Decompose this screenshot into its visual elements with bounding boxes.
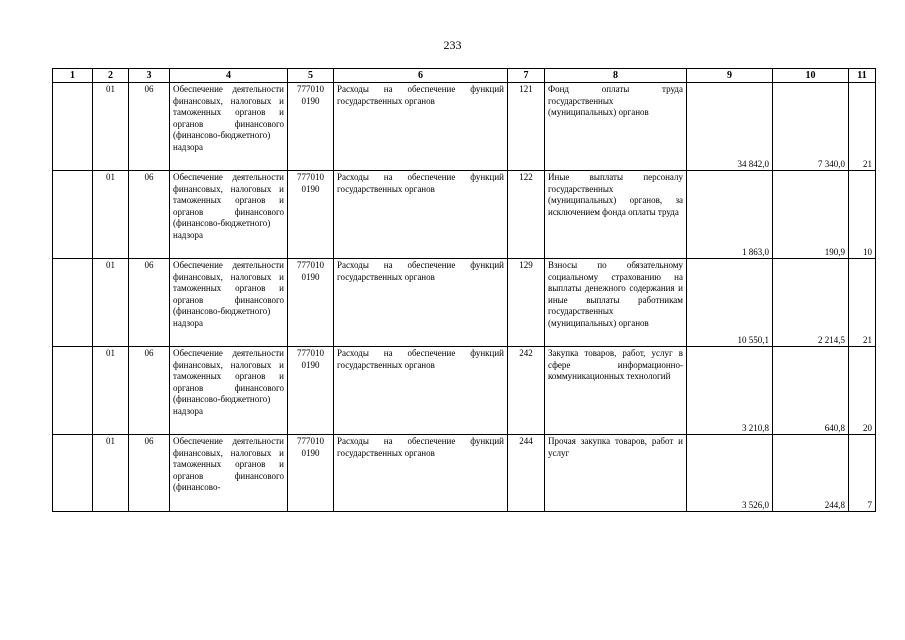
cell-amount-actual: 640,8	[773, 347, 849, 435]
target-code-part-1: 777010	[297, 436, 324, 446]
cell-target-code	[288, 171, 334, 259]
cell-expense-name: Прочая закупка товаров, работ и услуг	[545, 435, 687, 512]
header-col-5: 5	[288, 69, 334, 83]
cell-expense-type: 122	[508, 171, 545, 259]
header-col-6: 6	[334, 69, 508, 83]
cell-expense-type: 242	[508, 347, 545, 435]
cell-amount-plan: 10 550,1	[687, 259, 773, 347]
cell-expense-name: Иные выплаты персоналу государственных (муниципальных) органов, за исключением фонда оплаты труда	[545, 171, 687, 259]
cell-section-name: Обеспечение деятельности финансовых, налоговых и таможенных органов и органов финансового (финансово-бюджетного) надзора	[170, 83, 288, 171]
page-number: 233	[443, 38, 462, 52]
header-col-7: 7	[508, 69, 545, 83]
cell-col-1	[53, 435, 93, 512]
cell-expense-name: Взносы по обязательному социальному страхованию на выплаты денежного содержания и иные выплаты работникам государственных (муниципальных) органов	[545, 259, 687, 347]
table-row	[53, 435, 876, 512]
cell-col-1	[53, 83, 93, 171]
cell-section-name: Обеспечение деятельности финансовых, налоговых и таможенных органов и органов финансового (финансово-	[170, 435, 288, 512]
target-code-part-1: 777010	[297, 348, 324, 358]
header-col-11: 11	[849, 69, 876, 83]
cell-target-code	[288, 435, 334, 512]
table-row	[53, 259, 876, 347]
target-code-part-2: 0190	[301, 183, 320, 194]
target-code-part-2: 0190	[301, 447, 320, 458]
cell-percent: 21	[849, 83, 876, 171]
cell-section: 01	[93, 83, 129, 171]
cell-amount-actual: 2 214,5	[773, 259, 849, 347]
cell-article-name: Расходы на обеспечение функций государственных органов	[334, 347, 508, 435]
cell-amount-plan: 3 526,0	[687, 435, 773, 512]
budget-table	[52, 68, 876, 512]
cell-subsection: 06	[129, 347, 170, 435]
cell-target-code	[288, 347, 334, 435]
header-col-2: 2	[93, 69, 129, 83]
cell-section: 01	[93, 347, 129, 435]
header-col-10: 10	[773, 69, 849, 83]
cell-target-code	[288, 259, 334, 347]
target-code-part-2: 0190	[301, 271, 320, 282]
cell-expense-type: 121	[508, 83, 545, 171]
target-code-part-2: 0190	[301, 359, 320, 370]
cell-expense-name: Закупка товаров, работ, услуг в сфере информационно-коммуникационных технологий	[545, 347, 687, 435]
cell-amount-plan: 1 863,0	[687, 171, 773, 259]
cell-article-name: Расходы на обеспечение функций государственных органов	[334, 259, 508, 347]
cell-subsection: 06	[129, 435, 170, 512]
cell-amount-plan: 3 210,8	[687, 347, 773, 435]
target-code-part-1: 777010	[297, 260, 324, 270]
cell-section-name: Обеспечение деятельности финансовых, налоговых и таможенных органов и органов финансового (финансово-бюджетного) надзора	[170, 347, 288, 435]
target-code-part-1: 777010	[297, 172, 324, 182]
cell-subsection: 06	[129, 83, 170, 171]
cell-col-1	[53, 171, 93, 259]
cell-expense-type: 129	[508, 259, 545, 347]
table-row	[53, 83, 876, 171]
cell-col-1	[53, 347, 93, 435]
header-col-4: 4	[170, 69, 288, 83]
cell-section-name: Обеспечение деятельности финансовых, налоговых и таможенных органов и органов финансового (финансово-бюджетного) надзора	[170, 171, 288, 259]
cell-expense-name: Фонд оплаты труда государственных (муниципальных) органов	[545, 83, 687, 171]
table-row	[53, 347, 876, 435]
cell-expense-type: 244	[508, 435, 545, 512]
cell-percent: 7	[849, 435, 876, 512]
cell-amount-plan: 34 842,0	[687, 83, 773, 171]
cell-amount-actual: 244,8	[773, 435, 849, 512]
cell-section-name: Обеспечение деятельности финансовых, налоговых и таможенных органов и органов финансового (финансово-бюджетного) надзора	[170, 259, 288, 347]
table-row	[53, 171, 876, 259]
cell-percent: 10	[849, 171, 876, 259]
cell-section: 01	[93, 171, 129, 259]
header-col-3: 3	[129, 69, 170, 83]
cell-amount-actual: 7 340,0	[773, 83, 849, 171]
cell-article-name: Расходы на обеспечение функций государственных органов	[334, 83, 508, 171]
header-row	[53, 69, 876, 83]
header-col-1: 1	[53, 69, 93, 83]
cell-section: 01	[93, 259, 129, 347]
cell-subsection: 06	[129, 259, 170, 347]
cell-col-1	[53, 259, 93, 347]
cell-percent: 21	[849, 259, 876, 347]
target-code-part-2: 0190	[301, 95, 320, 106]
cell-amount-actual: 190,9	[773, 171, 849, 259]
target-code-part-1: 777010	[297, 84, 324, 94]
header-col-8: 8	[545, 69, 687, 83]
cell-article-name: Расходы на обеспечение функций государственных органов	[334, 171, 508, 259]
cell-section: 01	[93, 435, 129, 512]
cell-subsection: 06	[129, 171, 170, 259]
header-col-9: 9	[687, 69, 773, 83]
cell-target-code	[288, 83, 334, 171]
cell-article-name: Расходы на обеспечение функций государственных органов	[334, 435, 508, 512]
cell-percent: 20	[849, 347, 876, 435]
